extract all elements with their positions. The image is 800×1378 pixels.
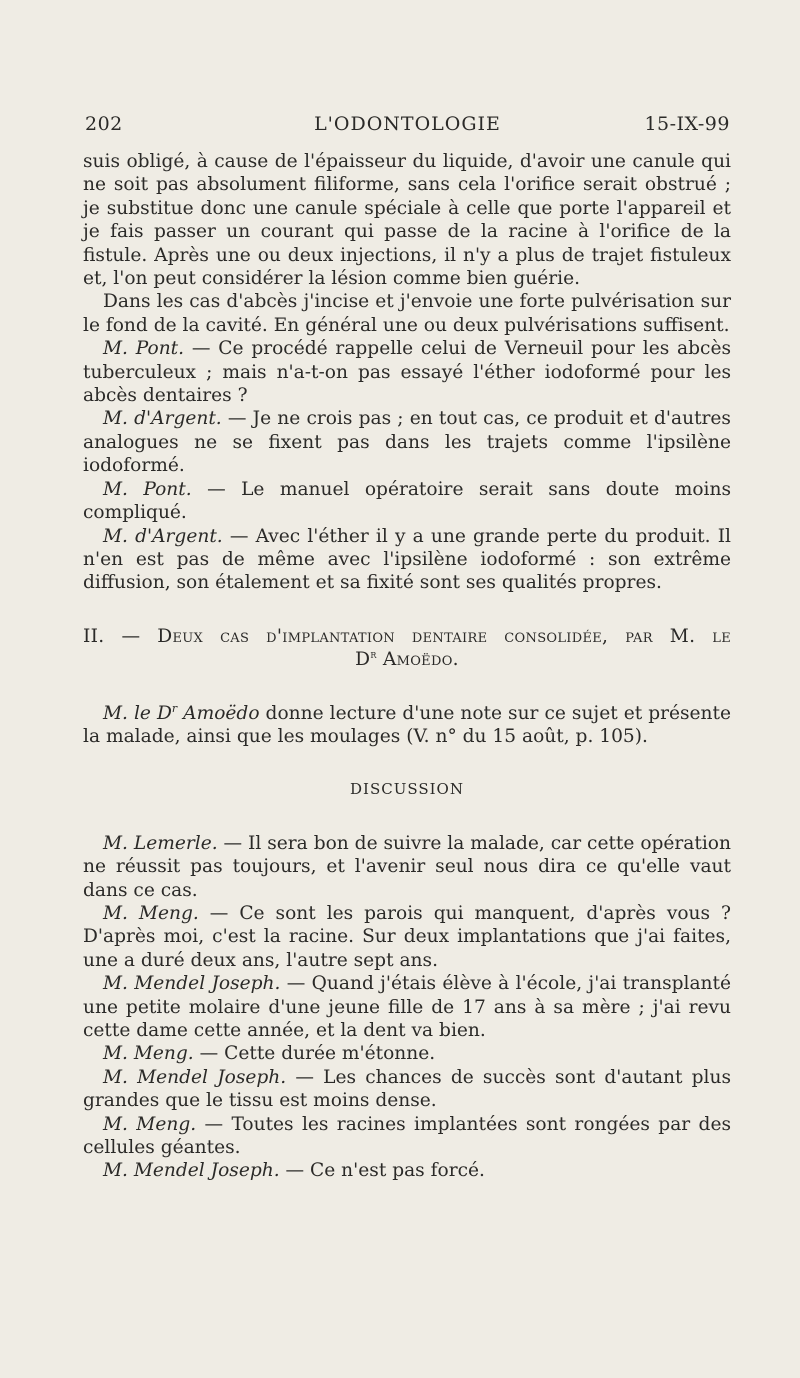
section-heading-line1: II. — Deux cas d'implantation dentaire consolidée, par M. le: [83, 625, 731, 647]
speaker-name: M. d'Argent.: [103, 408, 222, 430]
exchange-pont-1: [83, 337, 731, 407]
discussion-label: DISCUSSION: [350, 780, 464, 799]
speech-text: — Les chances de succès sont d'autant plus grandes que le tissu est moins dense.: [83, 1066, 732, 1112]
exchange-dargent-2: [83, 525, 731, 595]
discussion-meng-3: [83, 1113, 731, 1160]
paragraph-abces: Dans les cas d'abcès j'incise et j'envoie une forte pulvérisation sur le fond de la cavité. En général une ou deux pulvérisations suffisent.: [83, 291, 731, 336]
speaker-name: M. Pont.: [103, 478, 192, 500]
speaker-name: M. d'Argent.: [103, 525, 223, 547]
discussion-meng-1: [83, 902, 731, 972]
discussion-mendel-3: [83, 1159, 731, 1182]
speech-text: donne lecture d'une note sur ce sujet et présente la malade, ainsi que les moulages (V. n° du 15 août, p. 105).: [83, 702, 731, 747]
speech-text: — Le manuel opératoire serait sans doute moins compliqué.: [83, 478, 731, 524]
speech-text: — Quand j'étais élève à l'école, j'ai transplanté une petite molaire d'une jeune fille de 17 ans à sa mère ; j'ai revu cette dame cette année, et la dent va bien.: [83, 973, 731, 1041]
journal-title: L'ODONTOLOGIE: [314, 113, 501, 135]
exchange-pont-2: [83, 478, 731, 525]
speech-text: — Je ne crois pas ; en tout cas, ce produit et d'autres analogues ne se fixent pas dans les trajets comme l'ipsilène iodoformé.: [83, 408, 731, 477]
speaker-name: M. le $D^r$ Amoëdo: [103, 701, 260, 724]
speaker-name: M. Meng.: [103, 902, 199, 924]
speaker-name: M. Meng.: [103, 1113, 197, 1135]
section-intro: [83, 702, 731, 749]
speaker-name: M. Mendel Joseph.: [103, 973, 281, 995]
speech-text: — Ce procédé rappelle celui de Verneuil pour les abcès tuberculeux ; mais n'a-t-on pas essayé l'éther iodoformé pour les abcès dentaires ?: [83, 338, 731, 407]
speech-text: — Cette durée m'étonne.: [193, 1043, 436, 1065]
speaker-name: M. Meng.: [103, 1043, 194, 1065]
section-heading: [83, 625, 731, 672]
running-header: [85, 113, 730, 143]
speech-text: — Avec l'éther il y a une grande perte du produit. Il n'en est pas de même avec l'ipsilène iodoformé : son extrême diffusion, son étalement et sa fixité sont ses qualités propres.: [83, 525, 731, 594]
issue-date: 15-IX-99: [644, 113, 730, 135]
discussion-mendel-2: [83, 1066, 731, 1113]
speech-text: — Toutes les racines implantées sont rongées par des cellules géantes.: [83, 1113, 731, 1159]
speaker-name: M. Mendel Joseph.: [103, 1066, 287, 1088]
speech-text: — Ce sont les parois qui manquent, d'après vous ? D'après moi, c'est la racine. Sur deux implantations que j'ai faites, une a duré deux ans, l'autre sept ans.: [83, 902, 731, 971]
paragraph-continuation: suis obligé, à cause de l'épaisseur du liquide, d'avoir une canule qui ne soit pas absolument filiforme, sans cela l'orifice serait obstrué ; je substitue donc une canule spéciale à celle que porte l'appareil et je fais passer un courant qui passe de la racine à l'orifice de la fistule. Après une ou deux injections, il n'y a plus de trajet fistuleux et, l'on peut considérer la lésion comme bien guérie.: [83, 151, 731, 290]
section-heading-line2: $D^r$ Amoëdo.: [355, 647, 459, 671]
speaker-name: M. Mendel Joseph.: [103, 1160, 280, 1182]
discussion-lemerle: [83, 832, 731, 902]
discussion-meng-2: [83, 1042, 731, 1065]
speech-text: — Ce n'est pas forcé.: [279, 1160, 485, 1182]
speaker-name: M. Pont.: [103, 338, 185, 360]
exchange-dargent-1: [83, 407, 731, 477]
speaker-name: M. Lemerle.: [103, 832, 218, 854]
speech-text: — Il sera bon de suivre la malade, car cette opération ne réussit pas toujours, et l'avenir seul nous dira ce qu'elle vaut dans ce cas.: [83, 832, 731, 901]
page-body: [83, 150, 731, 1183]
page-number: 202: [85, 113, 123, 135]
discussion-mendel-1: [83, 972, 731, 1042]
